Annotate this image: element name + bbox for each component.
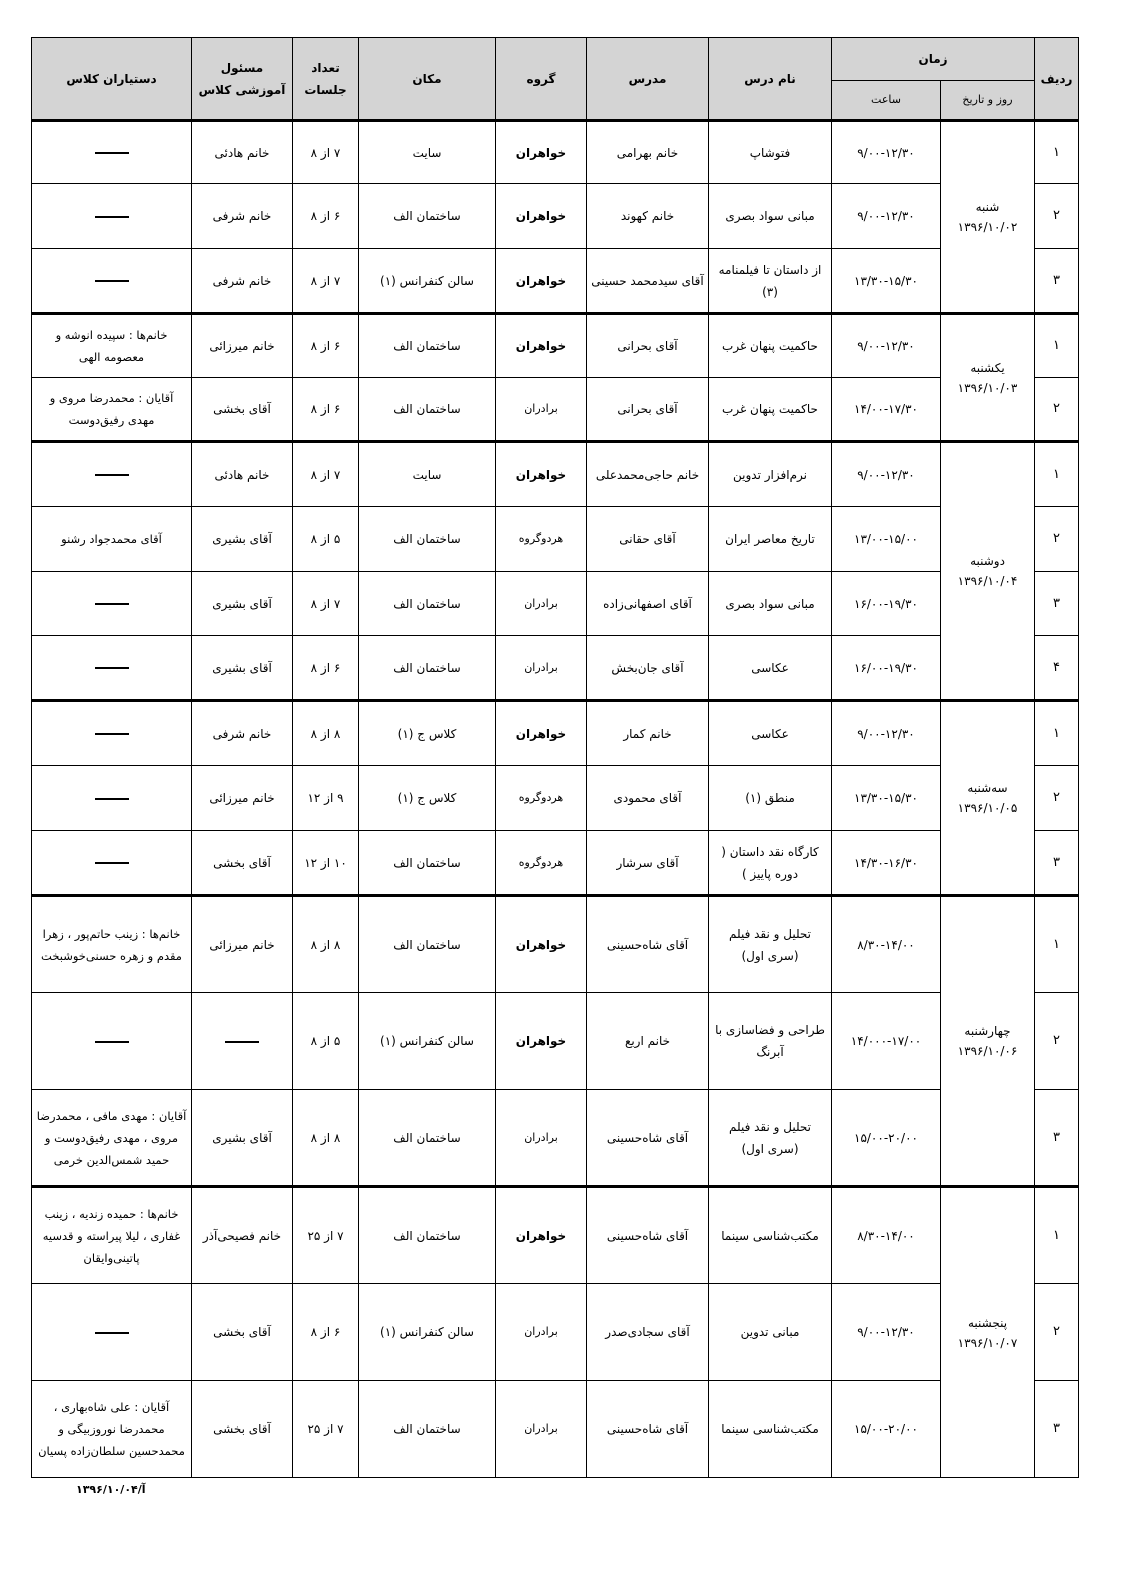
header-group: گروه: [496, 38, 587, 121]
time-cell: ۱۴/۰۰-۱۷/۳۰: [832, 378, 941, 442]
place-cell: ساختمان الف: [359, 378, 496, 442]
day-date-cell: [941, 121, 1035, 314]
responsible-cell: آقای بخشی: [192, 1284, 293, 1381]
group-cell: خواهران: [496, 896, 587, 993]
day-date: ۱۳۹۶/۱۰/۰۲: [957, 220, 1018, 234]
teacher-cell: آقای شاه‌حسینی: [587, 1381, 709, 1478]
footer-date: ۱۳۹۶/۱۰/۰۴/آ: [76, 1483, 146, 1496]
responsible-cell: خانم میرزائی: [192, 314, 293, 378]
assistants-cell: [32, 442, 192, 507]
day-date-cell: [941, 1187, 1035, 1478]
course-cell: عکاسی: [709, 636, 832, 701]
responsible-cell: آقای بشیری: [192, 636, 293, 701]
day-name: یکشنبه: [970, 360, 1005, 375]
header-time: ساعت: [832, 81, 941, 121]
time-cell: ۱۵/۰۰-۲۰/۰۰: [832, 1090, 941, 1187]
group-cell: هردوگروه: [496, 831, 587, 896]
course-cell: کارگاه نقد داستان ( دوره پاییز ): [709, 831, 832, 896]
course-cell: مبانی تدوین: [709, 1284, 832, 1381]
course-cell: حاکمیت پنهان غرب: [709, 314, 832, 378]
row-index-cell: ۱: [1035, 314, 1079, 378]
time-cell: ۱۵/۰۰-۲۰/۰۰: [832, 1381, 941, 1478]
time-cell: ۹/۰۰-۱۲/۳۰: [832, 1284, 941, 1381]
place-cell: ساختمان الف: [359, 184, 496, 249]
place-cell: سایت: [359, 121, 496, 184]
header-time-group: زمان: [832, 38, 1035, 81]
responsible-cell: خانم میرزائی: [192, 766, 293, 831]
group-cell: برادران: [496, 1381, 587, 1478]
group-cell: خواهران: [496, 1187, 587, 1284]
course-cell: منطق (۱): [709, 766, 832, 831]
responsible-cell: آقای بشیری: [192, 1090, 293, 1187]
empty-dash: [95, 280, 129, 282]
row-index-cell: ۱: [1035, 442, 1079, 507]
responsible-cell: خانم میرزائی: [192, 896, 293, 993]
time-cell: ۱۶/۰۰-۱۹/۳۰: [832, 572, 941, 636]
table-row: [32, 184, 1079, 249]
responsible-cell: آقای بخشی: [192, 1381, 293, 1478]
row-index-cell: ۲: [1035, 184, 1079, 249]
teacher-cell: خانم بهرامی: [587, 121, 709, 184]
assistants-cell: [32, 1284, 192, 1381]
empty-dash: [95, 733, 129, 735]
row-index-cell: ۳: [1035, 1381, 1079, 1478]
row-index-cell: ۳: [1035, 831, 1079, 896]
group-cell: برادران: [496, 378, 587, 442]
responsible-cell: خانم شرفی: [192, 184, 293, 249]
place-cell: ساختمان الف: [359, 1090, 496, 1187]
course-cell: تاریخ معاصر ایران: [709, 507, 832, 572]
sessions-cell: ۸ از ۸: [293, 1090, 359, 1187]
empty-dash: [95, 216, 129, 218]
course-cell: مکتب‌شناسی سینما: [709, 1187, 832, 1284]
assistants-cell: [32, 249, 192, 314]
assistants-cell: [32, 701, 192, 766]
empty-dash: [95, 862, 129, 864]
time-cell: ۹/۰۰-۱۲/۳۰: [832, 184, 941, 249]
time-cell: ۱۳/۰۰-۱۵/۰۰: [832, 507, 941, 572]
table-row: [32, 1284, 1079, 1381]
place-cell: ساختمان الف: [359, 314, 496, 378]
group-cell: خواهران: [496, 121, 587, 184]
empty-dash: [95, 603, 129, 605]
sessions-cell: ۷ از ۸: [293, 572, 359, 636]
assistants-cell: [32, 766, 192, 831]
assistants-cell: آقایان : محمدرضا مروی و مهدی رفیق‌دوست: [32, 378, 192, 442]
place-cell: ساختمان الف: [359, 1381, 496, 1478]
time-cell: ۹/۰۰-۱۲/۳۰: [832, 314, 941, 378]
table-row: [32, 121, 1079, 184]
day-date: ۱۳۹۶/۱۰/۰۳: [957, 380, 1018, 395]
place-cell: ساختمان الف: [359, 572, 496, 636]
row-index-cell: ۳: [1035, 249, 1079, 314]
table-row: [32, 993, 1079, 1090]
time-cell: ۱۳/۳۰-۱۵/۳۰: [832, 766, 941, 831]
group-cell: هردوگروه: [496, 766, 587, 831]
place-cell: کلاس ج (۱): [359, 766, 496, 831]
sessions-cell: ۷ از ۲۵: [293, 1187, 359, 1284]
empty-dash: [95, 798, 129, 800]
sessions-cell: ۷ از ۸: [293, 442, 359, 507]
teacher-cell: خانم اربع: [587, 993, 709, 1090]
row-index-cell: ۴: [1035, 636, 1079, 701]
empty-dash: [95, 667, 129, 669]
day-name: شنبه: [975, 200, 1000, 214]
sessions-cell: ۱۰ از ۱۲: [293, 831, 359, 896]
sessions-cell: ۹ از ۱۲: [293, 766, 359, 831]
time-cell: ۸/۳۰-۱۴/۰۰: [832, 1187, 941, 1284]
place-cell: سالن کنفرانس (۱): [359, 1284, 496, 1381]
empty-dash: [95, 1041, 129, 1043]
time-cell: ۱۶/۰۰-۱۹/۳۰: [832, 636, 941, 701]
assistants-cell: [32, 831, 192, 896]
course-cell: مبانی سواد بصری: [709, 184, 832, 249]
responsible-cell: خانم فصیحی‌آذر: [192, 1187, 293, 1284]
teacher-cell: آقای بحرانی: [587, 314, 709, 378]
sessions-cell: ۵ از ۸: [293, 507, 359, 572]
header-place: مکان: [359, 38, 496, 121]
group-cell: خواهران: [496, 442, 587, 507]
table-row: [32, 701, 1079, 766]
table-body: [32, 121, 1079, 1478]
teacher-cell: آقای بحرانی: [587, 378, 709, 442]
group-cell: خواهران: [496, 701, 587, 766]
responsible-cell: خانم شرفی: [192, 701, 293, 766]
table-row: [32, 249, 1079, 314]
sessions-cell: ۶ از ۸: [293, 378, 359, 442]
group-cell: برادران: [496, 572, 587, 636]
place-cell: سالن کنفرانس (۱): [359, 249, 496, 314]
course-cell: طراحی و فضاسازی با آبرنگ: [709, 993, 832, 1090]
day-date: ۱۳۹۶/۱۰/۰۷: [957, 1335, 1018, 1350]
header-responsible: مسئول آموزشی کلاس: [192, 38, 293, 121]
header-row-index: ردیف: [1035, 38, 1079, 121]
assistants-cell: آقایان : مهدی مافی ، محمدرضا مروی ، مهدی رفیق‌دوست و حمید شمس‌الدین خرمی: [32, 1090, 192, 1187]
group-cell: برادران: [496, 636, 587, 701]
row-index-cell: ۱: [1035, 1187, 1079, 1284]
row-index-cell: ۱: [1035, 896, 1079, 993]
responsible-cell: آقای بخشی: [192, 831, 293, 896]
time-cell: ۸/۳۰-۱۴/۰۰: [832, 896, 941, 993]
place-cell: کلاس ج (۱): [359, 701, 496, 766]
table-row: [32, 636, 1079, 701]
place-cell: سالن کنفرانس (۱): [359, 993, 496, 1090]
table-row: [32, 1381, 1079, 1478]
empty-dash: [95, 152, 129, 154]
day-name: دوشنبه: [970, 554, 1005, 568]
time-cell: ۹/۰۰-۱۲/۳۰: [832, 121, 941, 184]
teacher-cell: آقای شاه‌حسینی: [587, 1090, 709, 1187]
row-index-cell: ۲: [1035, 1284, 1079, 1381]
teacher-cell: آقای جان‌بخش: [587, 636, 709, 701]
teacher-cell: آقای سجادی‌صدر: [587, 1284, 709, 1381]
header-teacher: مدرس: [587, 38, 709, 121]
teacher-cell: آقای شاه‌حسینی: [587, 896, 709, 993]
assistants-cell: [32, 184, 192, 249]
assistants-cell: [32, 121, 192, 184]
responsible-cell: آقای بشیری: [192, 507, 293, 572]
sessions-cell: ۶ از ۸: [293, 184, 359, 249]
assistants-cell: خانم‌ها : زینب حاتم‌پور ، زهرا مقدم و زهره حسنی‌خوشبخت: [32, 896, 192, 993]
row-index-cell: ۲: [1035, 507, 1079, 572]
teacher-cell: خانم حاجی‌محمدعلی: [587, 442, 709, 507]
place-cell: ساختمان الف: [359, 831, 496, 896]
row-index-cell: ۳: [1035, 572, 1079, 636]
schedule-sheet: [31, 37, 1078, 1478]
table-row: [32, 1090, 1079, 1187]
table-row: [32, 314, 1079, 378]
header-sessions: تعداد جلسات: [293, 38, 359, 121]
place-cell: سایت: [359, 442, 496, 507]
sessions-cell: ۶ از ۸: [293, 636, 359, 701]
schedule-table: [31, 37, 1079, 1478]
day-name: پنجشنبه: [967, 1315, 1008, 1330]
teacher-cell: خانم کهوند: [587, 184, 709, 249]
teacher-cell: خانم کمار: [587, 701, 709, 766]
day-name: چهارشنبه: [964, 1024, 1011, 1038]
place-cell: ساختمان الف: [359, 896, 496, 993]
row-index-cell: ۱: [1035, 701, 1079, 766]
course-cell: تحلیل و نقد فیلم (سری اول): [709, 896, 832, 993]
row-index-cell: ۲: [1035, 766, 1079, 831]
table-row: [32, 442, 1079, 507]
sessions-cell: ۶ از ۸: [293, 314, 359, 378]
time-cell: ۱۳/۳۰-۱۵/۳۰: [832, 249, 941, 314]
time-cell: ۱۴/۳۰-۱۶/۳۰: [832, 831, 941, 896]
table-row: [32, 896, 1079, 993]
day-date: ۱۳۹۶/۱۰/۰۵: [957, 801, 1018, 815]
sessions-cell: ۸ از ۸: [293, 701, 359, 766]
empty-dash: [225, 1041, 259, 1043]
course-cell: عکاسی: [709, 701, 832, 766]
day-date-cell: [941, 896, 1035, 1187]
sessions-cell: ۵ از ۸: [293, 993, 359, 1090]
row-index-cell: ۳: [1035, 1090, 1079, 1187]
table-row: [32, 831, 1079, 896]
course-cell: حاکمیت پنهان غرب: [709, 378, 832, 442]
course-cell: مکتب‌شناسی سینما: [709, 1381, 832, 1478]
responsible-cell: آقای بشیری: [192, 572, 293, 636]
course-cell: نرم‌افزار تدوین: [709, 442, 832, 507]
day-date-cell: [941, 314, 1035, 442]
header-course: نام درس: [709, 38, 832, 121]
time-cell: ۱۴/۰۰۰-۱۷/۰۰: [832, 993, 941, 1090]
table-row: [32, 507, 1079, 572]
assistants-cell: [32, 993, 192, 1090]
sessions-cell: ۶ از ۸: [293, 1284, 359, 1381]
table-header: [32, 38, 1079, 121]
group-cell: برادران: [496, 1090, 587, 1187]
day-date-cell: [941, 701, 1035, 896]
sessions-cell: ۸ از ۸: [293, 896, 359, 993]
group-cell: خواهران: [496, 249, 587, 314]
group-cell: هردوگروه: [496, 507, 587, 572]
header-day-date: روز و تاریخ: [941, 81, 1035, 121]
group-cell: خواهران: [496, 993, 587, 1090]
time-cell: ۹/۰۰-۱۲/۳۰: [832, 701, 941, 766]
table-row: [32, 766, 1079, 831]
responsible-cell: خانم شرفی: [192, 249, 293, 314]
group-cell: خواهران: [496, 184, 587, 249]
teacher-cell: آقای سیدمحمد حسینی: [587, 249, 709, 314]
course-cell: تحلیل و نقد فیلم (سری اول): [709, 1090, 832, 1187]
assistants-cell: [32, 636, 192, 701]
assistants-cell: [32, 572, 192, 636]
table-row: [32, 572, 1079, 636]
teacher-cell: آقای اصفهانی‌زاده: [587, 572, 709, 636]
sessions-cell: ۷ از ۸: [293, 121, 359, 184]
group-cell: برادران: [496, 1284, 587, 1381]
day-date: ۱۳۹۶/۱۰/۰۴: [957, 574, 1018, 588]
place-cell: ساختمان الف: [359, 507, 496, 572]
day-date-cell: [941, 442, 1035, 701]
assistants-cell: خانم‌ها : حمیده زندیه ، زینب غفاری ، لیلا پیراسته و قدسیه پاتینی‌وایقان: [32, 1187, 192, 1284]
teacher-cell: آقای سرشار: [587, 831, 709, 896]
course-cell: از داستان تا فیلمنامه (۳): [709, 249, 832, 314]
empty-dash: [95, 1332, 129, 1334]
row-index-cell: ۱: [1035, 121, 1079, 184]
row-index-cell: ۲: [1035, 993, 1079, 1090]
sessions-cell: ۷ از ۲۵: [293, 1381, 359, 1478]
group-cell: خواهران: [496, 314, 587, 378]
time-cell: ۹/۰۰-۱۲/۳۰: [832, 442, 941, 507]
responsible-cell: خانم هادئی: [192, 442, 293, 507]
table-row: [32, 378, 1079, 442]
place-cell: ساختمان الف: [359, 636, 496, 701]
sessions-cell: ۷ از ۸: [293, 249, 359, 314]
teacher-cell: آقای شاه‌حسینی: [587, 1187, 709, 1284]
day-date: ۱۳۹۶/۱۰/۰۶: [957, 1044, 1018, 1058]
course-cell: مبانی سواد بصری: [709, 572, 832, 636]
header-assistants: دستیاران کلاس: [32, 38, 192, 121]
assistants-cell: آقایان : علی شاه‌بهاری ، محمدرضا نوروزبیگی و محمدحسین سلطان‌زاده پسیان: [32, 1381, 192, 1478]
responsible-cell: خانم هادئی: [192, 121, 293, 184]
empty-dash: [95, 474, 129, 476]
day-name: سه‌شنبه: [967, 781, 1008, 795]
row-index-cell: ۲: [1035, 378, 1079, 442]
responsible-cell: [192, 993, 293, 1090]
teacher-cell: آقای حقانی: [587, 507, 709, 572]
teacher-cell: آقای محمودی: [587, 766, 709, 831]
table-row: [32, 1187, 1079, 1284]
responsible-cell: آقای بخشی: [192, 378, 293, 442]
assistants-cell: خانم‌ها : سپیده انوشه و معصومه الهی: [32, 314, 192, 378]
course-cell: فتوشاپ: [709, 121, 832, 184]
assistants-cell: آقای محمدجواد رشنو: [32, 507, 192, 572]
place-cell: ساختمان الف: [359, 1187, 496, 1284]
